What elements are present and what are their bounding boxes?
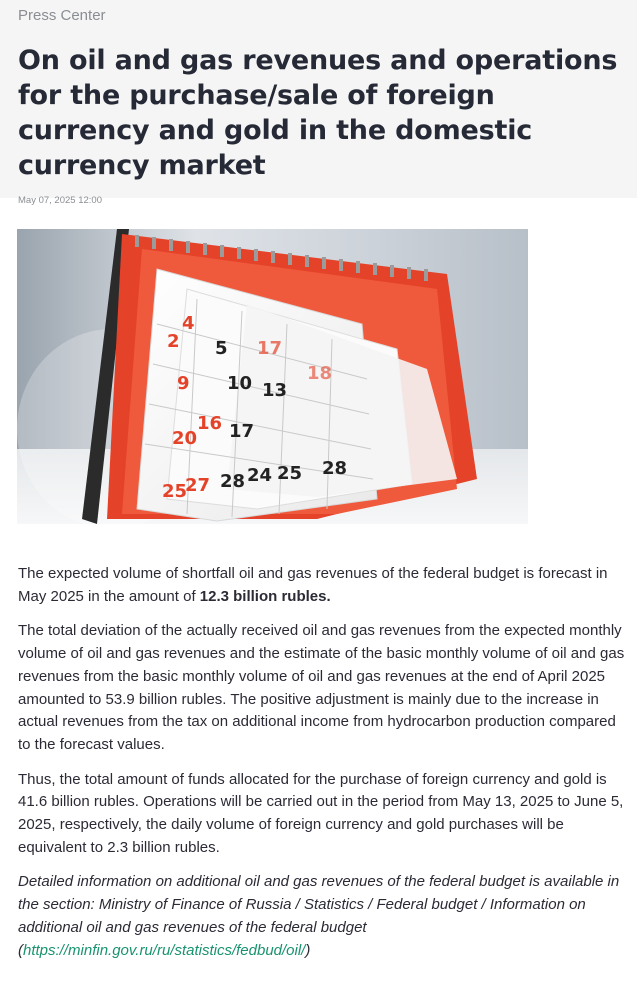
publish-date: May 07, 2025 12:00 bbox=[18, 195, 102, 206]
calendar-number: 9 bbox=[177, 373, 190, 394]
calendar-number: 16 bbox=[197, 413, 223, 434]
calendar-photo bbox=[17, 229, 528, 524]
page-header bbox=[0, 0, 637, 206]
paragraph-funds: Thus, the total amount of funds allocated for the purchase of foreign currency and gold is 41.6 billion rubles. Operations will be carried out in the period from May 13, 2025 to June 5, 2025, respectively, the daily volume of foreign currency and gold purchases will be equivalent to 2.3 billion rubles. bbox=[18, 770, 624, 856]
calendar-number: 28 bbox=[220, 471, 246, 492]
calendar-number: 17 bbox=[257, 338, 283, 359]
breadcrumb-press-center[interactable]: Press Center bbox=[18, 7, 106, 24]
calendar-number: 27 bbox=[185, 475, 211, 496]
calendar-number: 17 bbox=[229, 421, 255, 442]
calendar-number: 2 bbox=[167, 331, 180, 352]
calendar-number: 24 bbox=[247, 465, 273, 486]
forecast-amount: 12.3 billion rubles. bbox=[199, 587, 331, 605]
paragraph-forecast: The expected volume of shortfall oil and gas revenues of the federal budget is forecast in May 2025 in the amount of 12.3 billion rubles. bbox=[18, 565, 608, 605]
calendar-number: 20 bbox=[172, 428, 198, 449]
article-body bbox=[18, 563, 630, 974]
calendar-number: 5 bbox=[215, 338, 228, 359]
calendar-number: 25 bbox=[162, 481, 188, 502]
calendar-number: 18 bbox=[307, 363, 333, 384]
calendar-number: 28 bbox=[322, 458, 348, 479]
calendar-number: 10 bbox=[227, 373, 253, 394]
calendar-number: 13 bbox=[262, 380, 288, 401]
paragraph-deviation: The total deviation of the actually received oil and gas revenues from the expected monthly volume of oil and gas revenues and the estimate of the basic monthly volume of oil and gas revenues from the basic monthly volume of oil and gas revenues at the end of April 2025 amounted to 53.9 billion rubles. The positive adjustment is mainly due to the increase in actual revenues from the tax on additional income from hydrocarbon production compared to the forecast values. bbox=[18, 622, 625, 753]
paragraph-details-note: Detailed information on additional oil and gas revenues of the federal budget is available in the section: Ministry of Finance of Russia / Statistics / Federal budget / Information on additional oil and gas revenues of the federal budget (https://minfin.gov.ru/ru/statistics/fedbud/oil/) bbox=[18, 873, 620, 959]
statistics-link[interactable]: https://minfin.gov.ru/ru/statistics/fedbud/oil/ bbox=[23, 941, 306, 959]
calendar-number: 25 bbox=[277, 463, 303, 484]
calendar-number: 4 bbox=[182, 313, 195, 334]
page-title: On oil and gas revenues and operations for the purchase/sale of foreign currency and gold in the domestic currency market bbox=[18, 45, 618, 181]
